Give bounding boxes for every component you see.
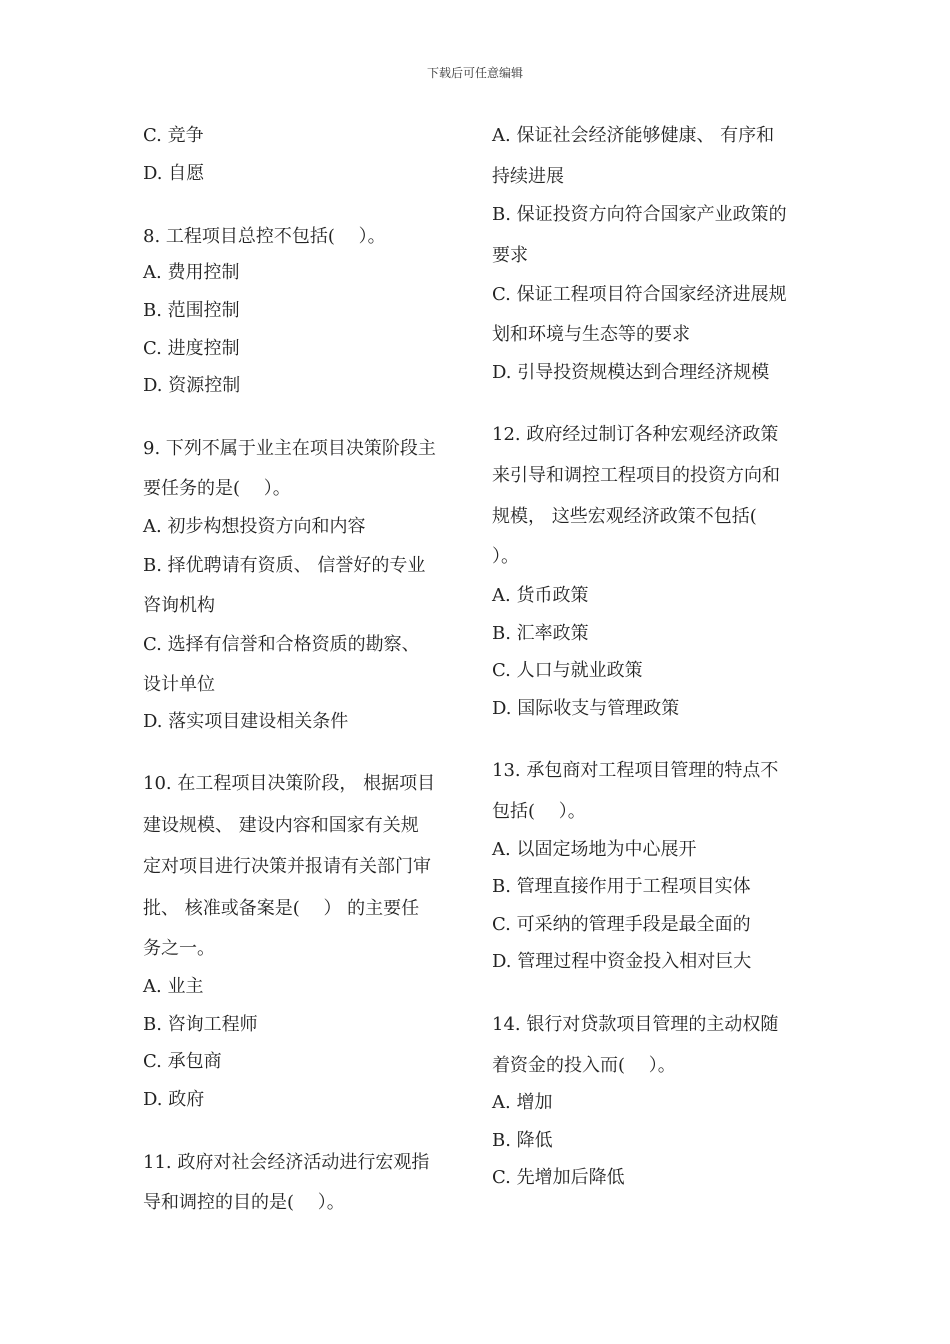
- option-line: C. 承包商: [143, 1051, 222, 1072]
- option-line: A. 增加: [492, 1092, 553, 1113]
- option-line: B. 范围控制: [143, 300, 240, 321]
- option-line-cont: 要求: [492, 245, 528, 266]
- option-line: C. 人口与就业政策: [492, 660, 643, 681]
- question-10-cont: 批、 核准或备案是( ） 的主要任: [143, 898, 420, 919]
- option-line-cont: 咨询机构: [143, 595, 215, 616]
- question-9-cont: 要任务的是( ）。: [143, 478, 291, 499]
- option-line: C. 保证工程项目符合国家经济进展规: [492, 284, 787, 305]
- option-line: B. 管理直接作用于工程项目实体: [492, 876, 751, 897]
- option-line: D. 自愿: [143, 163, 205, 184]
- question-12-cont: ）。: [492, 546, 519, 567]
- option-line: D. 国际收支与管理政策: [492, 698, 680, 719]
- question-9: 9. 下列不属于业主在项目决策阶段主: [143, 438, 436, 459]
- question-13: 13. 承包商对工程项目管理的特点不: [492, 760, 779, 781]
- option-line: B. 保证投资方向符合国家产业政策的: [492, 204, 787, 225]
- option-line: A. 费用控制: [143, 262, 240, 283]
- option-line-cont: 设计单位: [143, 674, 215, 695]
- question-8: 8. 工程项目总控不包括( ）。: [143, 226, 386, 247]
- question-12-cont: 规模， 这些宏观经济政策不包括(: [492, 506, 757, 527]
- option-line: A. 保证社会经济能够健康、 有序和: [492, 125, 775, 146]
- option-line: B. 择优聘请有资质、 信誉好的专业: [143, 555, 426, 576]
- option-line: A. 货币政策: [492, 585, 589, 606]
- question-11: 11. 政府对社会经济活动进行宏观指: [143, 1152, 430, 1173]
- question-11-cont: 导和调控的目的是( ）。: [143, 1192, 345, 1213]
- option-line-cont: 持续进展: [492, 166, 564, 187]
- question-14-cont: 着资金的投入而( ）。: [492, 1055, 676, 1076]
- option-line: B. 咨询工程师: [143, 1014, 258, 1035]
- option-line: D. 政府: [143, 1089, 205, 1110]
- option-line: D. 管理过程中资金投入相对巨大: [492, 951, 752, 972]
- page-header: 下载后可任意编辑: [426, 66, 523, 80]
- option-line: D. 落实项目建设相关条件: [143, 711, 349, 732]
- question-10-cont: 定对项目进行决策并报请有关部门审: [143, 856, 431, 877]
- option-line: A. 以固定场地为中心展开: [492, 839, 697, 860]
- option-line: C. 可采纳的管理手段是最全面的: [492, 914, 751, 935]
- option-line: A. 初步构想投资方向和内容: [143, 516, 366, 537]
- question-14: 14. 银行对贷款项目管理的主动权随: [492, 1014, 779, 1035]
- option-line: A. 业主: [143, 976, 204, 997]
- option-line: C. 先增加后降低: [492, 1167, 625, 1188]
- option-line-cont: 划和环境与生态等的要求: [492, 324, 690, 345]
- option-line: D. 引导投资规模达到合理经济规模: [492, 362, 770, 383]
- option-line: C. 竞争: [143, 125, 204, 146]
- question-13-cont: 包括( ）。: [492, 801, 586, 822]
- question-10-cont: 务之一。: [143, 938, 215, 959]
- option-line: C. 选择有信誉和合格资质的勘察、: [143, 634, 420, 655]
- option-line: C. 进度控制: [143, 338, 240, 359]
- option-line: B. 降低: [492, 1130, 553, 1151]
- option-line: D. 资源控制: [143, 375, 241, 396]
- question-12-cont: 来引导和调控工程项目的投资方向和: [492, 465, 780, 486]
- question-10-cont: 建设规模、 建设内容和国家有关规: [143, 815, 419, 836]
- question-12: 12. 政府经过制订各种宏观经济政策: [492, 424, 779, 445]
- question-10: 10. 在工程项目决策阶段， 根据项目: [143, 773, 436, 794]
- option-line: B. 汇率政策: [492, 623, 589, 644]
